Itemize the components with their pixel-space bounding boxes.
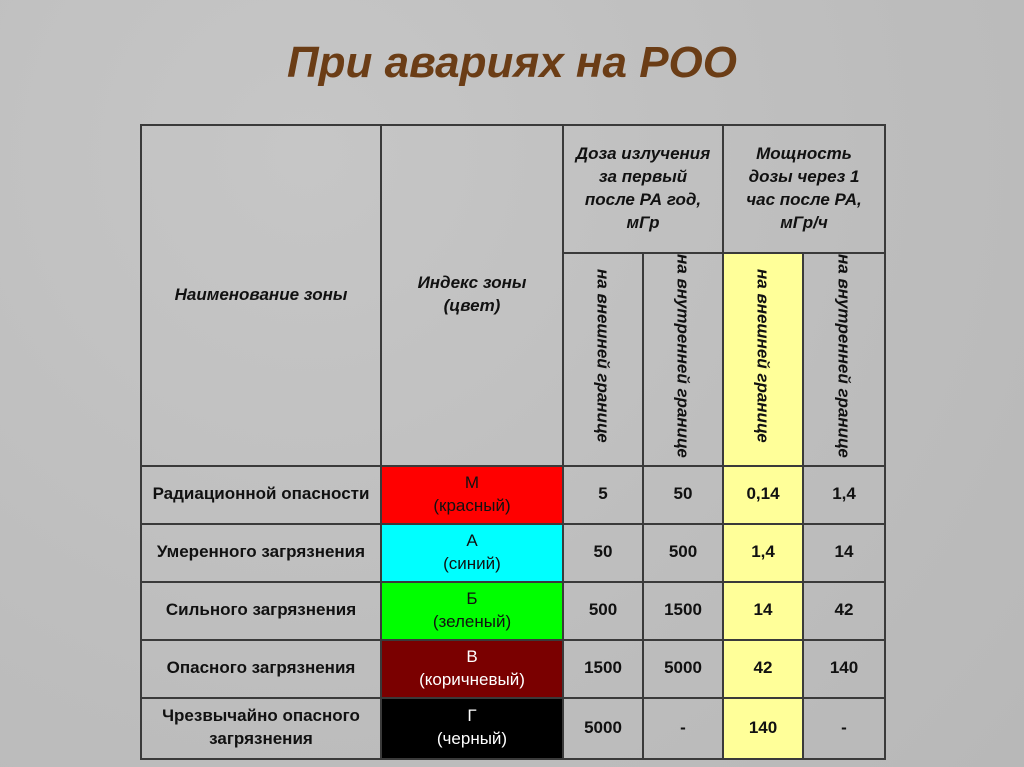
zone-name: Радиационной опасности bbox=[141, 466, 381, 524]
table-row bbox=[141, 524, 885, 582]
header-rate-group: Мощность дозы через 1 час после РА, мГр/ч bbox=[723, 125, 885, 253]
rate-outer-value: 14 bbox=[723, 582, 803, 640]
zone-index-cell bbox=[381, 582, 563, 640]
header-dose-group: Доза излучения за первый после РА год, мГр bbox=[563, 125, 723, 253]
zone-name: Опасного загрязнения bbox=[141, 640, 381, 698]
radiation-zones-table bbox=[140, 124, 886, 760]
dose-outer-value: 1500 bbox=[563, 640, 643, 698]
zone-index-cell bbox=[381, 640, 563, 698]
rate-inner-value: - bbox=[803, 698, 885, 759]
header-zone-index: Индекс зоны (цвет) bbox=[381, 125, 563, 466]
dose-inner-value: 500 bbox=[643, 524, 723, 582]
zone-index-cell bbox=[381, 466, 563, 524]
dose-inner-value: 50 bbox=[643, 466, 723, 524]
zone-index-color: (красный) bbox=[433, 495, 511, 515]
dose-outer-value: 500 bbox=[563, 582, 643, 640]
header-rate-outer-cell bbox=[723, 253, 803, 466]
rate-outer-value: 140 bbox=[723, 698, 803, 759]
zone-index-color: (коричневый) bbox=[419, 669, 525, 689]
table-row bbox=[141, 640, 885, 698]
dose-outer-value: 5000 bbox=[563, 698, 643, 759]
zone-index-color: (синий) bbox=[443, 553, 501, 573]
table-row bbox=[141, 466, 885, 524]
zone-name: Чрезвычайно опасного загрязнения bbox=[141, 698, 381, 759]
table-row bbox=[141, 582, 885, 640]
zone-index-letter: А bbox=[466, 530, 478, 550]
rate-inner-value: 1,4 bbox=[803, 466, 885, 524]
header-zone-name: Наименование зоны bbox=[141, 125, 381, 466]
zone-name: Умеренного загрязнения bbox=[141, 524, 381, 582]
dose-inner-value: 1500 bbox=[643, 582, 723, 640]
zone-index-letter: В bbox=[466, 646, 478, 666]
rate-outer-value: 1,4 bbox=[723, 524, 803, 582]
zone-index-color: (черный) bbox=[436, 729, 508, 749]
rate-outer-value: 42 bbox=[723, 640, 803, 698]
zone-index-letter: М bbox=[464, 472, 480, 492]
zone-index-cell bbox=[381, 524, 563, 582]
header-rate-outer: на внешней границе bbox=[753, 269, 773, 443]
zone-index-color: (зеленый) bbox=[432, 611, 512, 631]
table-row bbox=[141, 698, 885, 759]
zone-index-cell bbox=[381, 698, 563, 759]
rate-inner-value: 42 bbox=[803, 582, 885, 640]
header-rate-inner-cell bbox=[803, 253, 885, 466]
header-dose-outer-cell bbox=[563, 253, 643, 466]
dose-inner-value: 5000 bbox=[643, 640, 723, 698]
rate-inner-value: 14 bbox=[803, 524, 885, 582]
header-rate-inner: на внутренней границе bbox=[834, 254, 854, 458]
zone-index-letter: Г bbox=[467, 706, 477, 726]
zone-index-letter: Б bbox=[466, 588, 478, 608]
dose-inner-value: - bbox=[643, 698, 723, 759]
zone-name: Сильного загрязнения bbox=[141, 582, 381, 640]
dose-outer-value: 5 bbox=[563, 466, 643, 524]
dose-outer-value: 50 bbox=[563, 524, 643, 582]
header-dose-inner: на внутренней границе bbox=[673, 254, 693, 458]
header-dose-outer: на внешней границе bbox=[593, 269, 613, 443]
header-dose-inner-cell bbox=[643, 253, 723, 466]
rate-inner-value: 140 bbox=[803, 640, 885, 698]
page-title: При авариях на РОО bbox=[287, 38, 737, 87]
rate-outer-value: 0,14 bbox=[723, 466, 803, 524]
